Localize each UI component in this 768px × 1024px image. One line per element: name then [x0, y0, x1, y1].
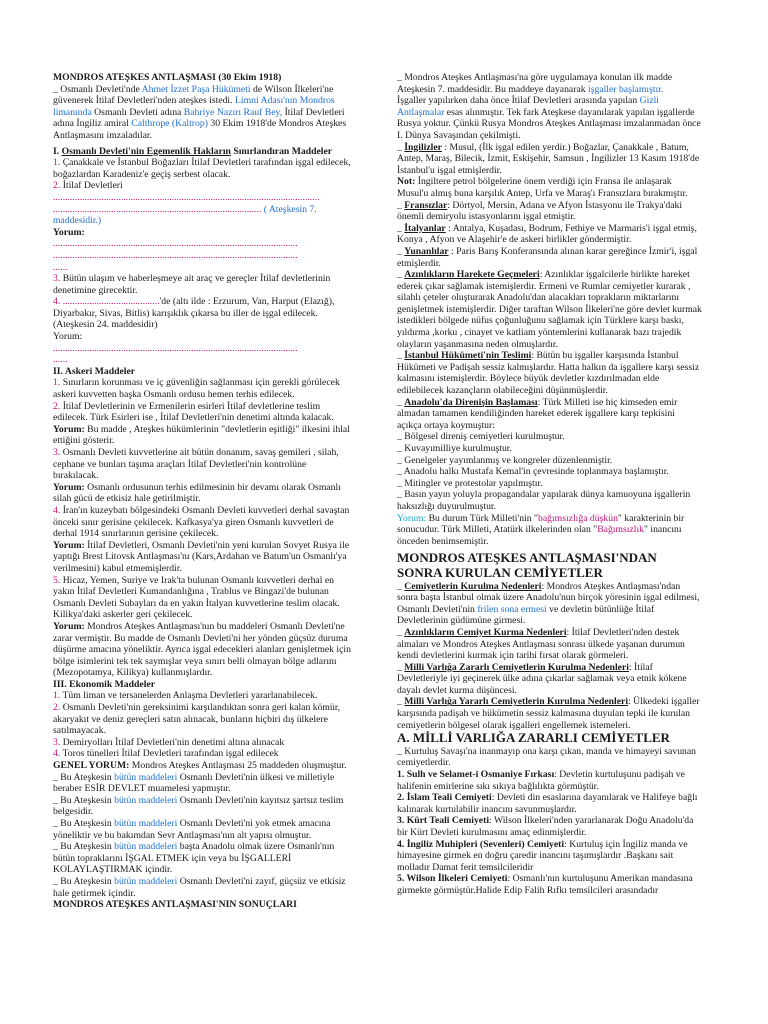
text-run: Toros tünelleri İtilaf Devletleri tarafından işgal edilecek [62, 748, 279, 760]
text-paragraph [397, 397, 702, 432]
text-run: ..................................................................................................... [53, 249, 298, 261]
text-run: 2. [53, 702, 63, 714]
text-run: Gizli Antlaşmalar [397, 95, 659, 118]
text-run: işgaller başlamıştır. [588, 83, 664, 95]
text-paragraph [397, 746, 702, 769]
text-paragraph [53, 238, 353, 250]
text-paragraph [397, 839, 702, 874]
text-run: II. Askeri Maddeler [53, 365, 136, 377]
text-paragraph [397, 627, 702, 662]
text-run: Sınırların korunması ve iç güvenliğin sağlanması için gerekli görülecek askeri kuvvetten başka Osmanlı ordusu hemen terhis edilecek. [53, 377, 340, 401]
text-paragraph [397, 176, 702, 199]
text-run: _ Osmanlı Devleti'nde [53, 83, 142, 95]
text-run: de Wilson İlkeleri'ne güvenerek İtilaf Devletleri'nden ateşkes istedi. [53, 83, 334, 107]
text-run: Not: [397, 176, 416, 188]
text-run: _ [397, 222, 405, 234]
text-run: : Türk Milleti ise hiç kimseden emir almadan tamamen kendiliğinden hareket ederek işgallere karşı tepkisini açıkça ortaya koymuştur: [397, 396, 678, 431]
text-paragraph [53, 354, 353, 366]
text-run: İtalyanlar [404, 222, 446, 234]
text-paragraph [397, 581, 702, 627]
text-paragraph [53, 899, 353, 911]
text-run: : Dörtyol, Mersin, Adana ve Afyon İstasyonu ile Trakya'daki önemli demiryolu istasyonlarını işgal etmiştir. [397, 199, 683, 223]
right-column [397, 72, 702, 897]
text-paragraph [397, 269, 702, 350]
text-run: Tüm liman ve tersanelerden Anlaşma Devletleri yararlanabilecek. [62, 690, 318, 702]
text-paragraph [53, 424, 353, 447]
text-paragraph [397, 769, 702, 792]
text-paragraph [397, 350, 702, 396]
text-run: Yorum: [53, 423, 85, 435]
text-paragraph [397, 513, 702, 548]
text-paragraph [53, 621, 353, 679]
text-run: : Ülkedeki işgaller karşısında padişah ve hükümetin sessiz kalmasına duyulan tepki ile kurulan cemiyetlerin bölgesel olarak işgalleri engellemek istemeleri. [397, 696, 700, 731]
text-run: _ Bu Ateşkesin [53, 841, 115, 853]
text-paragraph [53, 227, 353, 239]
text-paragraph [397, 489, 702, 512]
text-paragraph [53, 331, 353, 343]
text-run: ( Ateşkesin 7. maddesidir.) [53, 203, 317, 227]
text-run: 1. [53, 690, 63, 702]
text-run: Osmanlı Devleti'ni zayıf, güçsüz ve etkisiz hale getirmek içindir. [53, 875, 346, 899]
text-run: 2. [53, 180, 63, 192]
text-run: ve devletin bütünlüğe İtilaf Devletlerinin güdümüne girmesi. [397, 603, 655, 627]
text-run: : Wilson İlkeleri'nden yararlanarak Doğu Anadolu'da bir Kürt Devleti kurulmasını amaç edinmişlerdir. [397, 815, 694, 838]
text-run: 1. [53, 157, 63, 169]
text-paragraph [397, 662, 702, 697]
text-run: _ Bu Ateşkesin [53, 875, 115, 887]
text-paragraph [53, 482, 353, 505]
text-run: : Azınlıklar işgalcilerle birlikte hareket ederek çıkar sağlamak istemişlerdir. Ermeni ve Rumlar cemiyetler kurarak , silahlı çeteler oluşturarak Anadolu'dan alacakları toprakların miktarlarını genişletmek istemişlerdir. Diğer taraftan Wilson İlkeleri'ne göre devlet kurmak istedikleri bölgede nüfus çoğunluğunu sağlamak için Türklere karşı baskı, yıldırma ,korku , cinayet ve katliam yöntemlerini kullanarak bazı trajedik olayların yaşanmasına neden olmuşlardır. [397, 269, 702, 350]
text-paragraph [53, 540, 353, 575]
text-run: bütün maddeleri [114, 841, 178, 853]
text-run: Osmanlı Devleti'nin kayıtsız şartsız teslim belgesidir. [53, 794, 344, 818]
text-paragraph [53, 296, 353, 308]
text-paragraph [53, 748, 353, 760]
text-run: : Mondros Ateşkes Antlaşması'ndan sonra başta İstanbul olmak üzere Anadolu'nun birçok yöresinin işgal edilmesi, Osmanlı Devleti'nin [397, 580, 700, 615]
text-run: Bahriye Nazırı Rauf Bey, [183, 106, 283, 118]
text-paragraph [397, 223, 702, 246]
text-run: _ [397, 350, 405, 362]
text-run: Hicaz, Yemen, Suriye ve Irak'ta bulunan Osmanlı kuvvetleri derhal en yakın İtilaf Devletleri Kumandanlığına , Trablus ve Bingazi'de bulunan Osmanlı Devleti Subayları da en yakın İtalyan kuvvetlerine teslim olacak. Kilikya'daki askerler geri çekilecek. [53, 574, 340, 621]
text-run: : Antalya, Kuşadası, Bodrum, Fethiye ve Marmaris'i işgal etmiş, Konya , Afyon ve Alaşehir'e de askeri birlikler göndermiştir. [397, 222, 697, 246]
text-run: Anadolu'da Direnişin Başlaması [404, 396, 538, 408]
text-paragraph [53, 737, 353, 749]
text-paragraph [53, 273, 353, 296]
text-paragraph [397, 696, 702, 731]
text-run: : Paris Barış Konferansında alınan karar gereğince İzmir'i, işgal etmişlerdir. [397, 245, 698, 269]
text-run: MONDROS ATEŞKES ANTLAŞMASI'NDAN SONRA KURULAN CEMİYETLER [397, 550, 657, 580]
text-run: ...... [53, 261, 68, 273]
text-paragraph [53, 366, 353, 378]
text-paragraph [397, 466, 702, 478]
text-run: İşgaller yapılırken daha önce İtilaf Devletleri arasında yapılan [397, 95, 640, 107]
text-paragraph [53, 795, 353, 818]
text-run: 3. Kürt Teali Cemiyeti [397, 815, 490, 827]
text-run: _ Kuvayımilliye kurulmuştur. [397, 443, 512, 454]
text-run: 2. [53, 400, 63, 412]
text-run: Bütün ulaşım ve haberleşmeye ait araç ve gereçler İtilaf devletlerinin denetimine girecektir. [53, 273, 331, 296]
text-run: _ Basın yayın yoluyla propagandalar yapılarak dünya kamuoyuna işgallerin haksızlığı duyurulmuştur. [397, 489, 691, 512]
text-paragraph [53, 250, 353, 262]
text-run: Mondros Ateşkes Antlaşması'nın bu maddeleri Osmanlı Devleti'ne zarar vermiştir. Bu madde de Osmanlı Devleti'ni her yönden güçsüz duruma düşürme amacına yöneliktir. Ayrıca işgal edecekleri alanları genişletmek için bölge isimlerini tek tek saymışlar veya sınırı belli olmayan bölge adlarını (Mezopotamya, Kilikya) kullanmışlardır. [53, 620, 351, 679]
text-paragraph [53, 157, 353, 180]
text-run: 1. [53, 377, 63, 389]
text-run: _ [397, 396, 405, 408]
text-run: frilen sona ermesi [477, 603, 547, 615]
text-run: Sınırlandıran Maddeler [230, 145, 333, 157]
text-run: 4. [53, 504, 63, 516]
text-paragraph [53, 343, 353, 355]
text-run: _ Bölgesel direniş cemiyetleri kurulmuştur. [397, 431, 565, 443]
text-run: : İtilaf Devletleriyle iyi geçinerek ülke adına çıkarlar sağlamak veya etnik kökene dayalı devlet kurma düşüncesi. [397, 661, 687, 696]
text-paragraph [53, 204, 353, 227]
text-paragraph [53, 841, 353, 876]
text-paragraph [53, 818, 353, 841]
text-run: _ Genelgeler yayımlanmış ve kongreler düzenlenmiştir. [397, 454, 613, 466]
text-run: bütün maddeleri [114, 875, 178, 887]
text-run: _ Mitingler ve protestolar yapılmıştır. [397, 477, 543, 489]
text-paragraph [53, 876, 353, 899]
text-run: Bu durum Türk Milleti'nin " [426, 512, 538, 524]
text-run: Osmanlı Devleti'nin gereksinimi karşılandıktan sonra geri kalan kömür, akaryakıt ve deniz gereçleri satın alınacak, bunların hiçbiri dış ülkelere satılmayacak. [53, 702, 341, 737]
text-run: _ [397, 245, 405, 257]
text-run: _ Kurtuluş Savaşı'na inanmayıp ona karşı çıkan, manda ve himayeyi savunan cemiyetlerdir. [397, 745, 697, 769]
text-paragraph [53, 192, 353, 204]
text-run: bütün maddeleri [114, 771, 178, 783]
text-paragraph [397, 873, 702, 896]
text-run: 5. [53, 574, 63, 586]
text-run: 1. Sulh ve Selamet-i Osmaniye Fırkası [397, 769, 555, 781]
text-run: bağımsızlığa düşkün [538, 512, 618, 524]
text-run: ..................................................................................................... [53, 238, 298, 250]
text-run: ...... [53, 354, 68, 366]
text-run: : Bütün bu işgaller karşısında İstanbul Hükümeti ve Padişah sessiz kalmışlardır. Hatta halkın da işgallere karşı sessiz kalmasını istemişlerdir. Böylece büyük devletler kızdırılmadan elde edilebilecek kazançların olabileceğini düşünmüşlerdir. [397, 350, 700, 397]
text-run: ...................................................................................... [53, 203, 264, 215]
text-paragraph [53, 690, 353, 702]
text-run: 4. [53, 296, 63, 308]
text-run: İtilaf Devletleri, Osmanlı Devleti'nin yeni kurulan Sovyet Rusya ile yaptığı Brest Litovsk Antlaşması'nı (Kars,Ardahan ve Batum'un Osmanlı'ya verilmesini) kabul etmemişlerdir. [53, 539, 350, 574]
text-run: İngiltere petrol bölgelerine önem verdiği için Fransa ile anlaşarak Musul'u almış buna karşılık Antep, Urfa ve Maraş'ı Fransızlara bırakmıştır. [397, 176, 688, 199]
text-run: bütün maddeleri [114, 794, 178, 806]
text-run: ..................................................................................................... [53, 342, 298, 354]
text-paragraph [397, 72, 702, 95]
text-run: _ Anadolu halkı Mustafa Kemal'in çevresinde toplanmaya başlamıştır. [397, 466, 669, 478]
text-run: 'de (altı ilde : Erzurum, Van, Harput (Elazığ), [159, 296, 335, 308]
text-run: : Musul, (İlk işgal edilen yerdir.) Boğazlar, Çanakkale , Batum, Antep, Maraş, Bilecik, İzmit, Eskişehir, Samsun , İngilizler 13 Kasım 1918'de İstanbul'u işgal etmişlerdir. [397, 141, 700, 176]
text-run: Azınlıkların Cemiyet Kurma Nedenleri [404, 626, 567, 638]
text-run: 3. [53, 736, 63, 748]
text-run: Yorum: [53, 481, 85, 493]
text-paragraph [397, 200, 702, 223]
text-run: _ [397, 661, 405, 673]
text-run: Mondros Ateşkes Antlaşması 25 maddeden oluşmuştur. [129, 760, 347, 772]
text-run: III. Ekonomik Maddeler [53, 678, 156, 690]
text-run: 5. Wilson İlkeleri Cemiyeti [397, 873, 508, 885]
text-run: : Devleti din esaslarına dayanılarak ve Halifeye bağlı kalınarak kurtulabilir inancını savunmuşlardır. [397, 792, 698, 815]
text-run: İtilaf Devletleri adına İngiliz amiral [53, 106, 345, 130]
text-run: Calthrope (Kaltrop) [131, 118, 208, 130]
text-run: Yorum: [53, 331, 83, 343]
text-run: Demiryolları İtilaf Devletleri'nin denetimi altına alınacak [62, 736, 285, 748]
text-run: Azınlıkların Harekete Geçmeleri [404, 269, 540, 281]
text-run: İtilaf Devletlerinin ve Ermenilerin esirleri İtilaf devletlerine teslim edilecek. Türk Esirleri ise , İtilaf Devletleri'nin denetimi altında kalacak. [53, 400, 334, 424]
text-paragraph [53, 772, 353, 795]
text-paragraph [397, 246, 702, 269]
text-run: İran'ın kuzeybatı bölgesindeki Osmanlı Devleti kuvvetleri derhal savaştan önceki sınır gerisine çekilecek. Kafkasya'ya giren Osmanlı kuvvetleri de derhal 1914 sınırlarının gerisine çekilecek. [53, 504, 350, 540]
text-paragraph [397, 431, 702, 443]
text-run: 3. [53, 447, 63, 458]
text-paragraph [53, 72, 353, 84]
text-run: Yunanlılar [404, 245, 449, 257]
text-run: Yorum: [53, 620, 85, 632]
text-paragraph [53, 377, 353, 400]
text-run: Osmanlı ordusunun terhis edilmesinin bir devamı olarak Osmanlı silah gücü de etkisiz hale getirilmiştir. [53, 481, 341, 505]
text-run: Osmanlı Devleti'nin Egemenlik Hakların [61, 145, 231, 157]
text-run: İstanbul Hükümeti'nin Teslimi [404, 350, 532, 362]
text-run: Çanakkale ve İstanbul Boğazları İtilaf Devletleri tarafından işgal edilecek, boğazlardan Karadeniz'e geçiş serbest olacak. [53, 157, 351, 180]
text-paragraph [53, 447, 353, 482]
text-run: 3. [53, 273, 63, 285]
text-run: bütün maddeleri [114, 818, 178, 829]
text-run: Fransızlar [404, 199, 448, 211]
text-paragraph [397, 142, 702, 177]
text-paragraph [53, 180, 353, 192]
text-run: I. [53, 145, 62, 157]
text-paragraph [53, 146, 353, 158]
text-run: " karakterinin bir sonucudur. Türk Milleti, Atatürk ilkelerinden olan " [397, 512, 685, 536]
text-run: : Osmanlı'nın kurtuluşunu Amerikan mandasına girmekte görmüştür.Halide Edip Falih Rıfkı temsilcileri arasındadır [397, 873, 693, 896]
text-run: 30 Ekim 1918'de Mondros Ateşkes Antlaşmasını imzaladılar. [53, 118, 347, 141]
text-paragraph [53, 505, 353, 540]
text-run: başta Anadolu olmak üzere Osmanlı'nın bütün topraklarını İŞGAL ETMEK için veya bu İŞGALLERİ KOLAYLAŞTIRMAK içindir. [53, 841, 335, 876]
text-run: Ahmet İzzet Paşa Hükümeti [141, 83, 251, 95]
text-paragraph [53, 702, 353, 737]
text-run: 4. [53, 748, 63, 760]
text-run: : Kurtuluş için İngiliz manda ve himayesine girmek en doğru çaredir inancını taşımışlardır .Başkanı sait molladır Damat ferit temsilcileridir [397, 838, 688, 873]
text-paragraph [397, 815, 702, 838]
text-run: : İtilaf Devletleri'nden destek almaları ve Mondros Ateşkes Antlaşması sonrası ülkede yaşanan durumun kendi devletlerini kurmak için tarihi fırsat olarak görmeleri. [397, 626, 685, 662]
text-paragraph [53, 575, 353, 621]
text-run: Limni Adası'nın Mondros limanında [53, 95, 335, 118]
text-paragraph [397, 95, 702, 141]
text-run: _ Bu Ateşkesin [53, 794, 115, 806]
text-paragraph [397, 455, 702, 467]
text-run: _ Bu Ateşkesin [53, 818, 115, 829]
text-run: Diyarbakır, Sivas, Bitlis) karışıklık çıkarsa bu iller de işgal edilecek.(Ateşkesin 24. maddesidir) [53, 307, 318, 331]
text-run: Osmanlı Devleti kuvvetlerine ait bütün donanım, savaş gemileri , silah, cephane ve bunları taşıma araçları İtilaf Devletleri'nin kontrolüne bırakılacak. [53, 447, 339, 482]
left-column [53, 72, 353, 911]
text-run: _ [397, 626, 405, 638]
text-run: _ [397, 141, 405, 153]
text-run: Osmanlı Devleti'nin ülkesi ve milletiyle beraber ESİR DEVLET muamelesi yapmıştır. [53, 771, 335, 795]
text-paragraph [53, 401, 353, 424]
text-run: Bağımsızlık [597, 524, 645, 536]
text-paragraph [397, 478, 702, 490]
text-run: İngilizler [404, 141, 442, 153]
text-run: ........................................ [62, 296, 160, 308]
text-run: Osmanlı Devleti'ni yok etmek amacına yöneliktir ve bu bakımdan Sevr Antlaşması'nın alt yapısı olmuştur. [53, 818, 331, 841]
text-paragraph [53, 760, 353, 772]
text-run: _ [397, 269, 405, 281]
text-paragraph [397, 792, 702, 815]
text-run: A. MİLLİ VARLIĞA ZARARLI CEMİYETLER [397, 730, 670, 746]
text-paragraph [53, 679, 353, 691]
text-run: _ [397, 580, 405, 592]
text-run: MONDROS ATEŞKES ANTLAŞMASI'NIN SONUÇLARI [53, 899, 297, 911]
text-run: _ [397, 696, 405, 708]
text-run: Yorum: [397, 512, 427, 524]
text-run: Bu madde , Ateşkes hükümlerinin "devletlerin eşitliği" ilkesini ihlal ettiğini gösterir. [53, 423, 350, 447]
text-run: Milli Varlığa Zararlı Cemiyetlerin Kurulma Nedenleri [404, 661, 629, 673]
text-run: İtilaf Devletleri [62, 180, 123, 192]
text-paragraph [53, 262, 353, 274]
text-run: Yorum: [53, 539, 85, 551]
text-paragraph [397, 551, 702, 580]
text-paragraph [397, 443, 702, 455]
text-run: Osmanlı Devleti adına [91, 106, 184, 118]
text-run: esas alınmıştır. Tek fark Ateşkese dayanılarak yapılan işgallerde Rusya yoktur. Çünkü Rusya Mondros Ateşkes Antlaşması imzalanmadan önce I. Dünya Savaşından çekilmişti. [397, 106, 701, 141]
text-paragraph [397, 731, 702, 746]
text-run: .............................................................................................................. [53, 191, 320, 203]
text-paragraph [53, 84, 353, 142]
text-run: Yorum: [53, 226, 85, 238]
text-run: 2. İslam Teali Cemiyeti [397, 792, 492, 804]
text-run: MONDROS ATEŞKES ANTLAŞMASI (30 Ekim 1918) [53, 72, 282, 83]
text-run: Cemiyetlerin Kurulma Nedenleri [404, 580, 542, 592]
text-run: 4. İngiliz Muhipleri (Sevenleri) Cemiyeti [397, 838, 565, 850]
text-run: GENEL YORUM: [53, 760, 130, 772]
text-run: Milli Varlığa Yararlı Cemiyetlerin Kurulma Nedenleri [404, 696, 629, 708]
text-paragraph [53, 308, 353, 331]
text-run: _ Mondros Ateşkes Antlaşması'na göre uygulamaya konulan ilk madde Ateşkesin 7. maddesidir. Bu maddeye dayanarak [397, 72, 673, 95]
text-run: " inancını önceden benimsemiştir. [397, 524, 682, 547]
text-run: _ [397, 199, 405, 211]
text-run: _ Bu Ateşkesin [53, 771, 115, 783]
text-run: : Devletin kurtuluşunu padişah ve halifenin emirlerine sıkı sıkıya bağlılıkta görmüştür. [397, 769, 685, 792]
